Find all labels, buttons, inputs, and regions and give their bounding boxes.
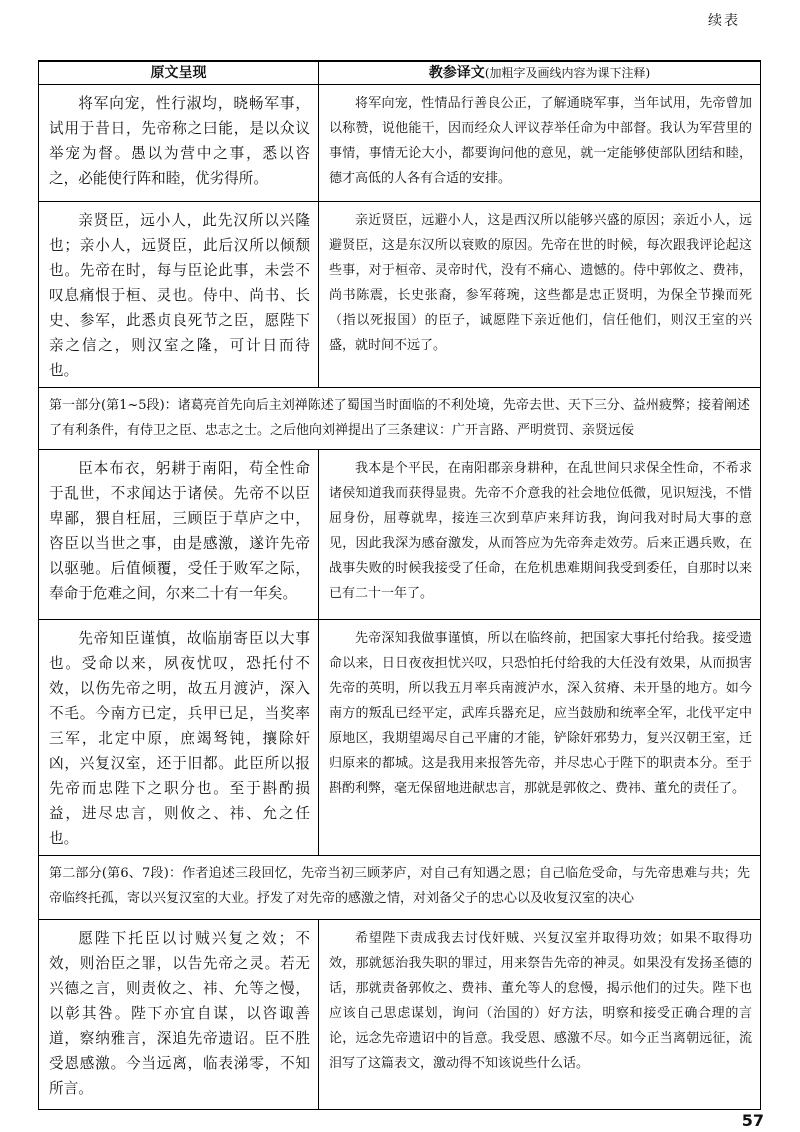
translation-paragraph: 先帝深知我做事谨慎，所以在临终前，把国家大事托付给我。接受遗命以来，日日夜夜担忧兴叹，只恐怕托付给我的大任没有效果，从而损害先帝的英明，所以我五月率兵南渡泸水，深入贫瘠、未开垦的地方。如今南方的叛乱已经平定，武库兵器充足，应当鼓励和统率全军，北伐平定中原地区，我期望竭尽自己平庸的才能，铲除奸邪势力，复兴汉朝王室，迁归原来的都城。这是我用来报答先帝，并尽忠心于陛下的职责本分。至于斟酌利弊，毫无保留地进献忠言，那就是郭攸之、费祎、董允的责任了。 [329,631,752,796]
header-original: 原文呈现 [39,61,319,85]
table-header-row [39,61,761,85]
translation-text-cell [319,450,761,620]
header-translation-note: (加粗字及画线内容为课下注释) [484,66,651,80]
translation-paragraph: 将军向宠，性情品行善良公正，了解通晓军事，当年试用，先帝曾加以称赞，说他能干，因而经众人评议荐举任命为中部督。我认为军营里的事情，事情无论大小，都要询问他的意见，就一定能够使部队团结和睦，德才高低的人各有合适的安排。 [329,96,752,186]
summary-row [39,856,761,920]
translation-text-cell [319,202,761,388]
table-row [39,450,761,620]
original-paragraph: 臣本布衣，躬耕于南阳，苟全性命于乱世，不求闻达于诸侯。先帝不以臣卑鄙，猥自枉屈，三顾臣于草庐之中，咨臣以当世之事，由是感激，遂许先帝以驱驰。后值倾覆，受任于败军之际，奉命于危难之间，尔来二十有一年矣。 [49,460,310,602]
original-paragraph: 将军向宠，性行淑均，晓畅军事，试用于昔日，先帝称之曰能，是以众议举宠为督。愚以为营中之事，悉以咨之，必能使行阵和睦，优劣得所。 [49,95,310,187]
summary-text: 第一部分(第1~5段)：诸葛亮首先向后主刘禅陈述了蜀国当时面临的不利处境，先帝去世、天下三分、益州疲弊；接着阐述了有利条件，有侍卫之臣、忠志之士。之后他向刘禅提出了三条建议：广开言路、严明赏罚、亲贤远佞 [49,398,750,438]
original-text-cell [39,85,319,202]
translation-text-cell [319,85,761,202]
original-text-cell [39,620,319,856]
original-paragraph: 愿陛下托臣以讨贼兴复之效；不效，则治臣之罪，以告先帝之灵。若无兴德之言，则责攸之、祎、允等之慢，以彰其咎。陛下亦宜自谋，以咨诹善道，察纳雅言，深追先帝遗诏。臣不胜受恩感激。今当远离，临表涕零，不知所言。 [49,930,310,1097]
table-row [39,920,761,1110]
part-two-summary [39,856,761,920]
header-translation-label: 教参译文 [428,65,485,81]
original-text-cell [39,202,319,388]
part-one-summary [39,388,761,450]
translation-text-cell [319,620,761,856]
summary-text: 第二部分(第6、7段)：作者追述三段回忆，先帝当初三顾茅庐，对自己有知遇之恩；自己临危受命，与先帝患难与共；先帝临终托孤，寄以兴复汉室的大业。抒发了对先帝的感激之情，对刘备父子的忠心以及收复汉室的决心 [49,866,750,906]
summary-row [39,388,761,450]
translation-paragraph: 亲近贤臣，远避小人，这是西汉所以能够兴盛的原因；亲近小人，远避贤臣，这是东汉所以衰败的原因。先帝在世的时候，每次跟我评论起这些事，对于桓帝、灵帝时代，没有不痛心、遗憾的。侍中郭攸之、费祎，尚书陈震，长史张裔，参军蒋琬，这些都是忠正贤明，为保全节操而死（指以死报国）的臣子，诚愿陛下亲近他们，信任他们，则汉王室的兴盛，就时间不远了。 [329,213,752,353]
translation-paragraph: 希望陛下责成我去讨伐奸贼、兴复汉室并取得功效；如果不取得功效，那就惩治我失职的罪过，用来祭告先帝的神灵。如果没有发扬圣德的话，那就责备郭攸之、费祎、董允等人的怠慢，揭示他们的过失。陛下也应该自己思虑谋划，询问（治国的）好方法，明察和接受正确合理的言论，远念先帝遗诏中的旨意。我受恩、感激不尽。如今正当离朝远征，流泪写了这篇表文，激动得不知该说些什么话。 [329,931,752,1071]
continued-label: 续表 [708,13,740,29]
translation-paragraph: 我本是个平民，在南阳郡亲身耕种，在乱世间只求保全性命，不希求诸侯知道我而获得显贵。先帝不介意我的社会地位低微，见识短浅，不惜屈身份，屈尊就卑，接连三次到草庐来拜访我，询问我对时局大事的意见，因此我深为感奋激发，从而答应为先帝奔走效劳。后来正遇兵败，在战事失败的时候我接受了任命，在危机患难期间我受到委任，自那时以来已有二十一年了。 [329,461,752,601]
table-row [39,85,761,202]
original-text-cell [39,450,319,620]
table-row [39,620,761,856]
translation-text-cell [319,920,761,1110]
table-row [39,202,761,388]
original-text-cell [39,920,319,1110]
text-comparison-table [38,60,761,1110]
original-paragraph: 亲贤臣，远小人，此先汉所以兴隆也；亲小人，远贤臣，此后汉所以倾颓也。先帝在时，每与臣论此事，未尝不叹息痛恨于桓、灵也。侍中、尚书、长史、参军，此悉贞良死节之臣，愿陛下亲之信之，则汉室之隆，可计日而待也。 [49,212,310,379]
original-paragraph: 先帝知臣谨慎，故临崩寄臣以大事也。受命以来，夙夜忧叹，恐托付不效，以伤先帝之明，故五月渡泸，深入不毛。今南方已定，兵甲已足，当奖率三军，北定中原，庶竭驽钝，攘除奸凶，兴复汉室，还于旧都。此臣所以报先帝而忠陛下之职分也。至于斟酌损益，进尽忠言，则攸之、祎、允之任也。 [49,630,310,847]
header-translation [319,61,761,85]
page-number: 57 [741,1111,764,1130]
